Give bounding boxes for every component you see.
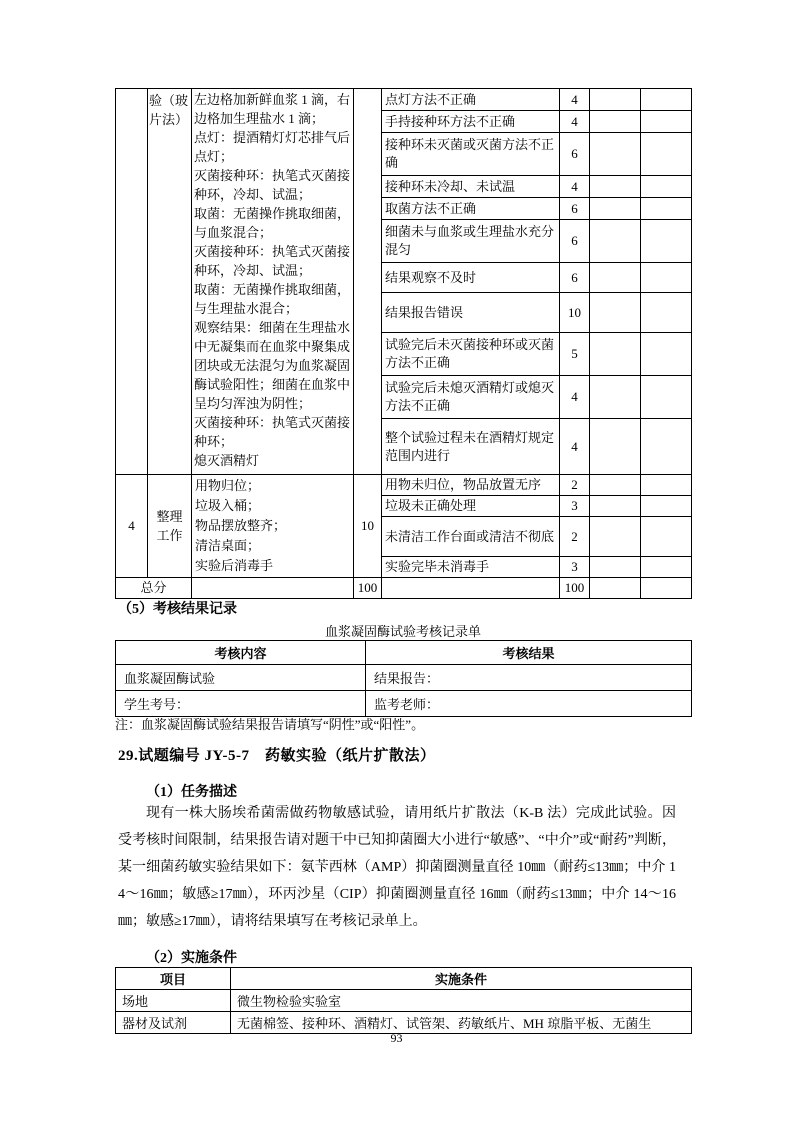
condition-value-cell: 微生物检验实验室 (231, 990, 692, 1012)
blank-cell (641, 578, 692, 599)
blank-cell (590, 376, 641, 419)
student-id-cell: 学生考号： (116, 691, 366, 717)
blank-cell (641, 333, 692, 376)
blank-cell (641, 111, 692, 133)
condition-item-cell: 器材及试剂 (116, 1012, 231, 1034)
deduction-points-cell: 4 (560, 376, 590, 419)
deduction-text-cell: 点灯方法不正确 (382, 89, 560, 111)
procedure-step: 实验后消毒手 (195, 558, 274, 573)
blank-cell (590, 517, 641, 557)
task-description-subheading: （1）任务描述 (146, 785, 237, 800)
blank-cell (590, 475, 641, 496)
record-table-caption: 血浆凝固酶试验考核记录单 (324, 624, 481, 639)
procedure-step: 垃圾入桶； (195, 498, 261, 513)
blank-cell (641, 475, 692, 496)
blank-cell (590, 578, 641, 599)
deduction-points-cell: 6 (560, 198, 590, 220)
blank-cell (641, 198, 692, 220)
procedure-step: 取菌：无菌操作挑取细菌，与生理盐水混合； (194, 282, 351, 316)
deduction-text-cell: 未清洁工作台面或清洁不彻底 (382, 517, 560, 557)
deduction-text-cell: 试验完后未灭菌接种环或灭菌方法不正确 (382, 333, 560, 376)
blank-cell (590, 89, 641, 111)
blank-cell (641, 263, 692, 293)
deduction-points-cell: 4 (560, 89, 590, 111)
result-report-cell: 结果报告： (366, 665, 692, 691)
procedure-step: 用物归位； (195, 478, 261, 493)
procedure-step: 灭菌接种环：执笔式灭菌接种环，冷却、试温； (194, 168, 351, 202)
conditions-item-header: 项目 (116, 968, 231, 990)
blank-cell (590, 293, 641, 333)
blank-cell (641, 419, 692, 475)
section-score-cell (354, 89, 382, 475)
total-points-cell: 100 (560, 578, 590, 599)
blank-cell (590, 111, 641, 133)
deduction-points-cell: 6 (560, 133, 590, 176)
blank-cell (641, 133, 692, 176)
blank-cell (641, 220, 692, 263)
deduction-text-cell: 结果观察不及时 (382, 263, 560, 293)
blank-cell (382, 578, 560, 599)
exam-item-cell: 血浆凝固酶试验 (116, 665, 366, 691)
blank-cell (590, 198, 641, 220)
procedure-step: 灭菌接种环：执笔式灭菌接种环，冷却、试温； (194, 244, 351, 278)
blank-cell (192, 578, 354, 599)
blank-cell (590, 419, 641, 475)
blank-cell (590, 220, 641, 263)
conditions-value-header: 实施条件 (231, 968, 692, 990)
record-result-header: 考核结果 (366, 641, 692, 665)
deduction-text-cell: 接种环未灭菌或灭菌方法不正确 (382, 133, 560, 176)
procedure-step: 取菌：无菌操作挑取细菌，与血浆混合； (194, 206, 351, 240)
blank-cell (641, 89, 692, 111)
page-number: 93 (390, 1031, 403, 1045)
blank-cell (641, 376, 692, 419)
blank-cell (590, 557, 641, 578)
assessment-score-table (115, 88, 692, 599)
procedure-cell (192, 89, 354, 475)
blank-cell (641, 176, 692, 198)
blank-cell (590, 176, 641, 198)
deduction-points-cell: 3 (560, 496, 590, 517)
deduction-points-cell: 2 (560, 475, 590, 496)
procedure-step: 灭菌接种环：执笔式灭菌接种环； (194, 415, 351, 449)
row-number-cell (116, 89, 148, 475)
deduction-points-cell: 4 (560, 111, 590, 133)
procedure-step: 熄灭酒精灯 (194, 453, 260, 468)
row-number-cell: 4 (116, 475, 148, 578)
total-score-cell: 100 (354, 578, 382, 599)
deduction-points-cell: 4 (560, 419, 590, 475)
blank-cell (641, 293, 692, 333)
procedure-cell (192, 475, 354, 578)
blank-cell (590, 496, 641, 517)
examiner-cell: 监考老师： (366, 691, 692, 717)
deduction-points-cell: 2 (560, 517, 590, 557)
implementation-conditions-table (115, 967, 692, 1034)
deduction-points-cell: 4 (560, 176, 590, 198)
deduction-points-cell: 3 (560, 557, 590, 578)
deduction-points-cell: 5 (560, 333, 590, 376)
blank-cell (590, 333, 641, 376)
record-content-header: 考核内容 (116, 641, 366, 665)
deduction-text-cell: 手持接种环方法不正确 (382, 111, 560, 133)
deduction-text-cell: 整个试验过程未在酒精灯规定范围内进行 (382, 419, 560, 475)
procedure-step: 观察结果：细菌在生理盐水中无凝集而在血浆中聚集成团块或无法混匀为血浆凝固酶试验阳性；细菌在血浆中呈均匀浑浊为阴性； (194, 320, 351, 411)
procedure-step: 物品摆放整齐； (195, 518, 287, 533)
implementation-conditions-subheading: （2）实施条件 (146, 951, 237, 966)
deduction-points-cell: 6 (560, 263, 590, 293)
deduction-text-cell: 细菌未与血浆或生理盐水充分混匀 (382, 220, 560, 263)
procedure-step: 左边格加新鲜血浆 1 滴，右边格加生理盐水 1 滴； (194, 92, 351, 126)
total-label-cell: 总分 (116, 578, 192, 599)
deduction-text-cell: 试验完后未熄灭酒精灯或熄灭方法不正确 (382, 376, 560, 419)
blank-cell (641, 517, 692, 557)
blank-cell (590, 133, 641, 176)
deduction-text-cell: 结果报告错误 (382, 293, 560, 333)
deduction-points-cell: 6 (560, 220, 590, 263)
exam-record-table (115, 640, 692, 717)
step-title-cell: 验（玻片法） (148, 89, 192, 475)
deduction-text-cell: 取菌方法不正确 (382, 198, 560, 220)
blank-cell (641, 557, 692, 578)
blank-cell (641, 496, 692, 517)
deduction-text-cell: 垃圾未正确处理 (382, 496, 560, 517)
record-note: 注：血浆凝固酶试验结果报告请填写“阴性”或“阳性”。 (115, 717, 425, 732)
task29-heading: 29.试题编号 JY-5-7 药敏实验（纸片扩散法） (118, 748, 436, 764)
blank-cell (590, 263, 641, 293)
deduction-text-cell: 接种环未冷却、未试温 (382, 176, 560, 198)
deduction-text-cell: 用物未归位，物品放置无序 (382, 475, 560, 496)
section-score-cell: 10 (354, 475, 382, 578)
deduction-text-cell: 实验完毕未消毒手 (382, 557, 560, 578)
task-description-paragraph: 现有一株大肠埃希菌需做药物敏感试验，请用纸片扩散法（K-B 法）完成此试验。因受考核时间限制，结果报告请对题干中已知抑菌圈大小进行“敏感”、“中介”或“耐药”判断，某一细菌药敏实验结果如下：氨苄西林（AMP）抑菌圈测量直径 10㎜（耐药≤13㎜；中介 14～16㎜；敏感≥17㎜），环丙沙星（CIP）抑菌圈测量直径 16㎜（耐药≤13㎜；中介 14～16㎜；敏感≥17㎜），请将结果填写在考核记录单上。 (118, 806, 676, 929)
condition-value-cell: 无菌棉签、接种环、酒精灯、试管架、药敏纸片、MH 琼脂平板、无菌生 (231, 1012, 692, 1034)
condition-item-cell: 场地 (116, 990, 231, 1012)
step-title-cell: 整理工作 (148, 475, 192, 578)
deduction-points-cell: 10 (560, 293, 590, 333)
procedure-step: 点灯：提酒精灯灯芯排气后点灯； (194, 130, 351, 164)
procedure-step: 清洁桌面； (195, 538, 261, 553)
section5-heading: （5）考核结果记录 (118, 602, 237, 617)
